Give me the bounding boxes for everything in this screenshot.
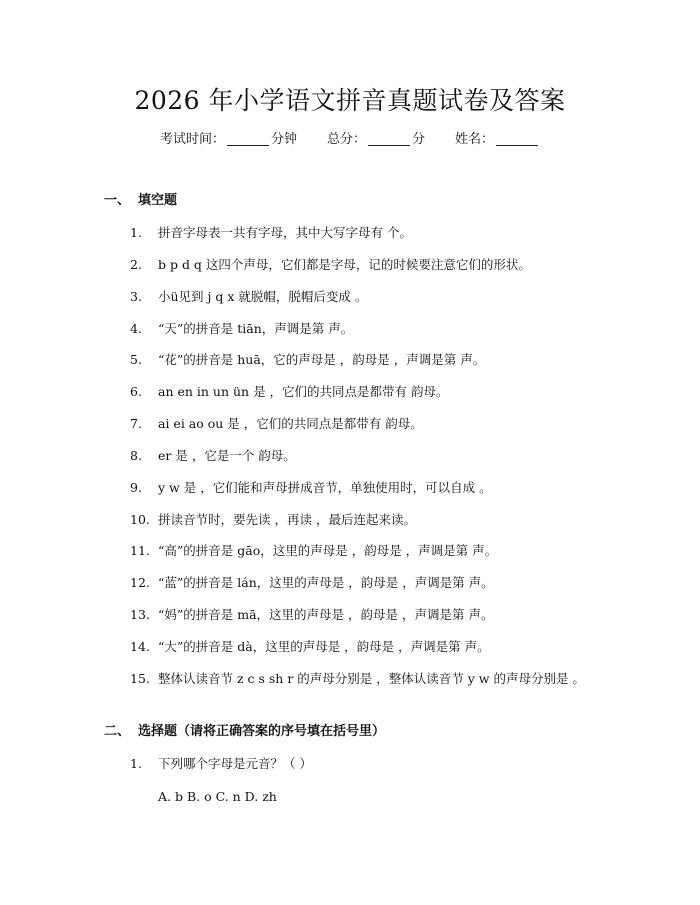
score-label: 总分： (326, 132, 366, 147)
question-text: an en in un ün 是 ，它们的共同点是都带有 韵母。 (158, 384, 449, 399)
name-label: 姓名： (455, 132, 495, 147)
section-number: 一、 (104, 193, 131, 208)
question-text: “高”的拼音是 gāo，这里的声母是 ，韵母是 ，声调是第 声。 (158, 543, 498, 558)
question-number: 1. (130, 225, 142, 240)
time-field (160, 130, 297, 150)
score-blank (368, 131, 410, 146)
time-blank (227, 131, 269, 146)
question-number: 11. (130, 543, 150, 558)
answer-options: A. b B. o C. n D. zh (158, 789, 277, 804)
section-number: 二、 (104, 724, 131, 739)
question-number: 1. (130, 756, 142, 771)
question-item (130, 510, 610, 530)
score-field (327, 130, 425, 150)
question-item (130, 754, 610, 774)
question-number: 7. (130, 416, 142, 431)
question-item (130, 478, 610, 498)
time-label: 考试时间： (159, 132, 225, 147)
question-number: 4. (130, 321, 142, 336)
question-number: 8. (130, 448, 142, 463)
question-number: 3. (130, 289, 142, 304)
question-item (130, 637, 610, 657)
section-heading-multiple-choice (104, 722, 385, 742)
question-number: 14. (130, 639, 150, 654)
question-number: 12. (130, 575, 150, 590)
question-number: 2. (130, 257, 142, 272)
question-text: 拼读音节时，要先读 ，再读 ，最后连起来读。 (158, 512, 416, 527)
question-text: b p d q 这四个声母，它们都是字母，记的时候要注意它们的形状。 (158, 257, 531, 272)
question-text: er 是 ，它是一个 韵母。 (158, 448, 296, 463)
question-number: 6. (130, 384, 142, 399)
question-item (130, 573, 610, 593)
question-text: “天”的拼音是 tiān，声调是第 声。 (158, 321, 354, 336)
question-item (130, 350, 610, 370)
question-item (130, 319, 610, 339)
question-item (130, 541, 610, 561)
question-text: “蓝”的拼音是 lán，这里的声母是 ，韵母是 ，声调是第 声。 (158, 575, 494, 590)
question-text: ai ei ao ou 是 ，它们的共同点是都带有 韵母。 (158, 416, 423, 431)
section-heading-fill-in (104, 191, 177, 211)
name-blank (496, 131, 538, 146)
question-text: 下列哪个字母是元音？（ ） (158, 756, 312, 771)
question-item (130, 605, 610, 625)
section-title: 填空题 (138, 193, 178, 208)
section-title: 选择题（请将正确答案的序号填在括号里） (138, 724, 386, 739)
question-text: 整体认读音节 z c s sh r 的声母分别是 ，整体认读音节 y w 的声母分别是 。 (158, 671, 585, 686)
question-number: 5. (130, 352, 142, 367)
question-item (130, 446, 610, 466)
question-item (130, 287, 610, 307)
question-item (104, 669, 604, 689)
score-unit: 分 (412, 132, 426, 147)
name-field (455, 130, 540, 150)
question-item (130, 255, 610, 275)
question-text: “大”的拼音是 dà，这里的声母是 ，韵母是 ，声调是第 声。 (158, 639, 490, 654)
question-number: 9. (130, 480, 142, 495)
question-text: “花”的拼音是 huā，它的声母是 ，韵母是 ，声调是第 声。 (158, 352, 486, 367)
question-item (130, 414, 610, 434)
question-number: 15. (130, 671, 150, 686)
page-title: 2026 年小学语文拼音真题试卷及答案 (134, 86, 566, 115)
question-text: 拼音字母表一共有字母，其中大写字母有 个。 (158, 225, 412, 240)
question-text: y w 是 ，它们能和声母拼成音节，单独使用时，可以自成 。 (158, 480, 492, 495)
exam-info-row (0, 130, 700, 150)
question-item (130, 382, 610, 402)
time-unit: 分钟 (270, 132, 297, 147)
question-text: “妈”的拼音是 mā，这里的声母是 ，韵母是 ，声调是第 声。 (158, 607, 494, 622)
question-number: 10. (130, 512, 150, 527)
question-number: 13. (130, 607, 150, 622)
question-item (130, 223, 610, 243)
question-text: 小ü见到 j q x 就脱帽，脱帽后变成 。 (158, 289, 368, 304)
